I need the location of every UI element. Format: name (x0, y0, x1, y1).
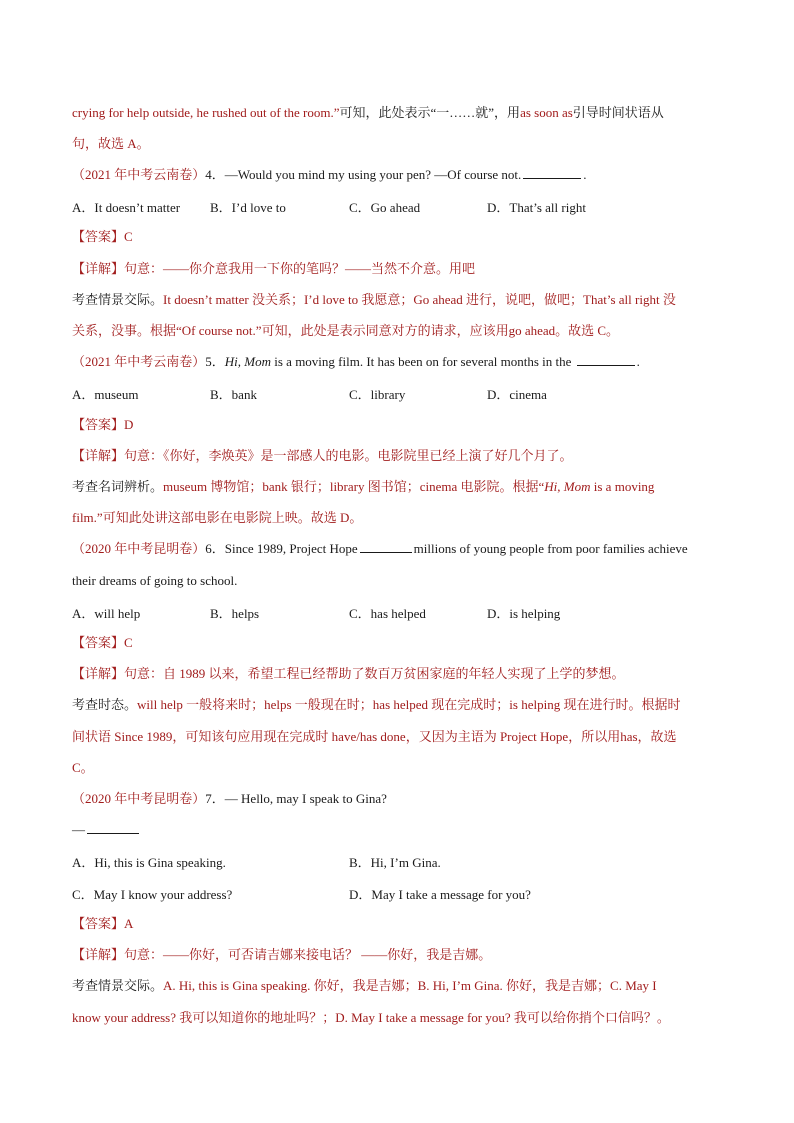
answer-blank (523, 166, 581, 179)
detail-text: Of course not. (181, 323, 256, 338)
detail-line-4-2 (72, 291, 724, 309)
answer-value: C (124, 229, 133, 244)
question-5-stem (72, 353, 724, 371)
detail-text: have/has done (328, 729, 406, 744)
answer-tag: 【答案】 (72, 417, 125, 432)
detail-line-5-2 (72, 478, 724, 496)
question-number: 7． (205, 791, 225, 806)
detail-tag: 【详解】 (72, 261, 125, 276)
question-end: . (583, 167, 587, 182)
detail-text: 考查时态。 (72, 697, 138, 712)
detail-text: A. Hi, this is Gina speaking. 你好，我是吉娜；B. Hi, I’m Gina. 你好，我是吉娜；C. May I (163, 978, 657, 993)
option-d: D．is helping (487, 606, 561, 621)
detail-line-4-1 (72, 260, 724, 278)
conclusion-text: 句，故选 A。 (72, 136, 150, 151)
option-c: C．Go ahead (349, 200, 421, 215)
continuation-line-1 (72, 104, 724, 122)
question-number: 4． (205, 167, 225, 182)
detail-tag: 【详解】 (72, 448, 125, 463)
answer-line-6 (72, 634, 724, 652)
detail-tag: 【详解】 (72, 947, 125, 962)
detail-text: 考查情景交际。 (72, 292, 164, 307)
detail-text: ，可知该句应用现在完成时 (172, 729, 329, 744)
question-number: 5． (205, 354, 225, 369)
detail-text: 。故选 C。 (555, 323, 620, 338)
question-7-stem (72, 790, 724, 808)
question-text: —Would you mind my using your pen? —Of course not. (224, 167, 522, 182)
question-7-reply (72, 821, 724, 839)
question-text: is a moving film. It has been on for several months in the (271, 354, 575, 369)
explanation-text: 可知，此处表示“一……就”，用 (339, 105, 521, 120)
option-d: D．May I take a message for you? (349, 887, 531, 902)
detail-line-5-3 (72, 509, 724, 527)
explanation-text: 引导时间状语从 (572, 105, 664, 120)
question-source: （2020 年中考昆明卷） (72, 791, 206, 806)
detail-line-5-1 (72, 447, 724, 465)
detail-text: film. (72, 510, 97, 525)
answer-blank (577, 353, 635, 366)
film-title: Hi, Mom (544, 479, 591, 494)
detail-text: It doesn’t matter 没关系；I’d love to 我愿意；Go ahead 进行，说吧，做吧；That’s all right 没 (163, 292, 676, 307)
quote-text: crying for help outside, he rushed out of the room.” (72, 105, 340, 120)
question-number: 6． (205, 541, 225, 556)
question-text: their dreams of going to school. (72, 573, 238, 588)
detail-text: C。 (72, 760, 94, 775)
answer-blank (360, 540, 412, 553)
option-c: C．May I know your address? (72, 887, 233, 902)
question-source: （2021 年中考云南卷） (72, 354, 206, 369)
question-text: Since 1989, Project Hope (224, 541, 358, 556)
answer-value: A (124, 916, 134, 931)
detail-text: has (620, 729, 638, 744)
detail-text: is a moving (590, 479, 655, 494)
keyword-text: as soon as (520, 105, 573, 120)
detail-text: museum 博物馆；bank 银行；library 图书馆；cinema 电影院。根据“ (163, 479, 545, 494)
option-a: A．will help (72, 606, 141, 621)
answer-tag: 【答案】 (72, 916, 125, 931)
option-d: D．That’s all right (487, 200, 586, 215)
option-a: A．Hi, this is Gina speaking. (72, 855, 226, 870)
detail-text: ”可知，此处是表示同意对方的请求，应该用 (255, 323, 509, 338)
answer-line-4 (72, 228, 724, 246)
option-c: C．library (349, 387, 406, 402)
question-end: . (636, 354, 640, 369)
option-b: B．I’d love to (210, 200, 286, 215)
answer-tag: 【答案】 (72, 635, 125, 650)
detail-text: Since 1989 (111, 729, 173, 744)
detail-text: will help 一般将来时；helps 一般现在时；has helped 现在完成时；is helping 现在进行时。根据时 (137, 697, 681, 712)
question-6-stem-2 (72, 572, 724, 590)
option-a: A．It doesn’t matter (72, 200, 181, 215)
detail-text: 间状语 (72, 729, 112, 744)
detail-text: ”可知此处讲这部电影在电影院上映。故选 D。 (96, 510, 363, 525)
answer-value: C (124, 635, 133, 650)
detail-text: ，故选 (637, 729, 677, 744)
answer-tag: 【答案】 (72, 229, 125, 244)
detail-line-6-2 (72, 696, 724, 714)
question-4-stem (72, 166, 724, 184)
detail-tag: 【详解】 (72, 666, 125, 681)
option-b: B．helps (210, 606, 260, 621)
detail-line-6-1 (72, 665, 724, 683)
question-6-stem (72, 540, 724, 558)
detail-line-4-3 (72, 322, 724, 340)
detail-text: ，又因为主语为 (405, 729, 497, 744)
option-c: C．has helped (349, 606, 426, 621)
detail-line-6-3 (72, 728, 724, 746)
detail-line-7-3 (72, 1009, 724, 1027)
detail-text: go ahead (508, 323, 556, 338)
detail-text: 考查情景交际。 (72, 978, 164, 993)
answer-value: D (124, 417, 134, 432)
option-b: B．bank (210, 387, 257, 402)
detail-text: 考查名词辨析。 (72, 479, 164, 494)
detail-text: Project Hope (496, 729, 569, 744)
option-a: A．museum (72, 387, 139, 402)
detail-text: 关系，没事。根据“ (72, 323, 182, 338)
film-title: Hi, Mom (224, 354, 271, 369)
detail-text: ，所以用 (568, 729, 621, 744)
detail-text: 句意：《你好，李焕英》是一部感人的电影。电影院里已经上演了好几个月了。 (124, 448, 573, 463)
reply-dash: — (72, 822, 85, 837)
detail-line-6-4 (72, 759, 724, 777)
detail-text: 句意：——你介意我用一下你的笔吗？——当然不介意。用吧 (124, 261, 476, 276)
question-text: millions of young people from poor families achieve (413, 541, 688, 556)
detail-text: 句意：自 1989 以来，希望工程已经帮助了数百万贫困家庭的年轻人实现了上学的梦想。 (124, 666, 625, 681)
continuation-line-2 (72, 135, 724, 153)
option-b: B．Hi, I’m Gina. (349, 855, 441, 870)
option-d: D．cinema (487, 387, 547, 402)
detail-line-7-2 (72, 977, 724, 995)
answer-line-5 (72, 416, 724, 434)
question-source: （2020 年中考昆明卷） (72, 541, 206, 556)
answer-line-7 (72, 915, 724, 933)
detail-line-7-1 (72, 946, 724, 964)
question-source: （2021 年中考云南卷） (72, 167, 206, 182)
detail-text: know your address? 我可以知道你的地址吗？；D. May I take a message for you? 我可以给你捎个口信吗？。 (72, 1010, 670, 1025)
detail-text: 句意：——你好，可否请吉娜来接电话？ ——你好，我是吉娜。 (124, 947, 492, 962)
answer-blank (87, 821, 139, 834)
question-text: — Hello, may I speak to Gina? (224, 791, 387, 806)
